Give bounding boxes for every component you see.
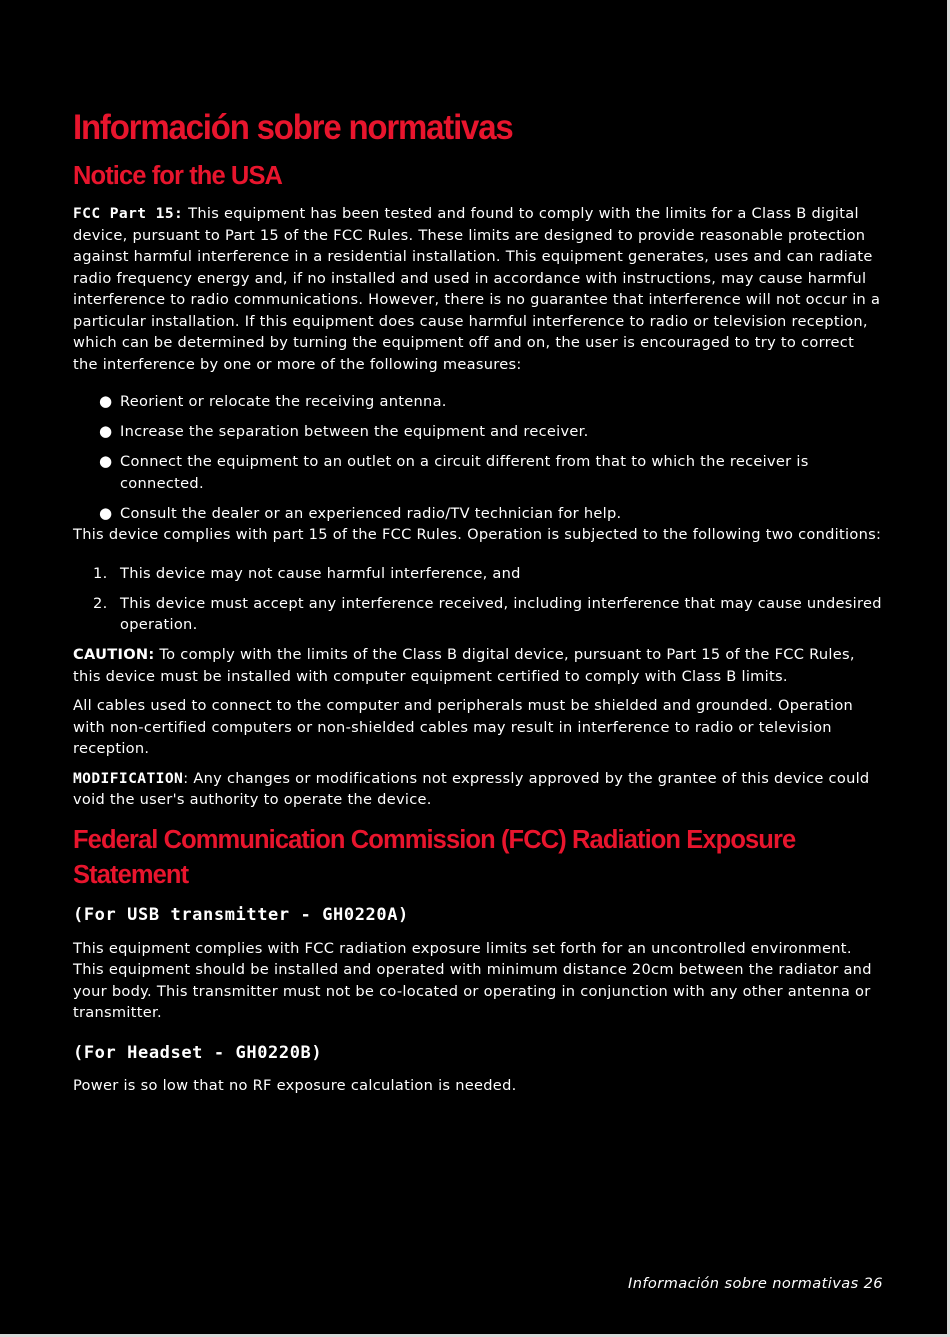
- usb-transmitter-heading: (For USB transmitter - GH0220A): [73, 904, 409, 925]
- bullet-dot-icon: ●: [99, 503, 113, 522]
- bullet-dot-icon: ●: [99, 422, 113, 440]
- page-title: Información sobre normativas: [73, 107, 513, 147]
- modification-label: MODIFICATION: [73, 769, 184, 787]
- list-item: [73, 593, 883, 636]
- radiation-section-heading: Federal Communication Commission (FCC) Radiation Exposure Statement: [73, 825, 796, 889]
- usa-section-heading: Notice for the USA: [73, 162, 283, 190]
- list-number: 2.: [93, 594, 108, 612]
- caution-text: To comply with the limits of the Class B digital device, pursuant to Part 15 of the FCC Rules, this device must be installed with computer equipment certified to comply with Class B limits.: [73, 646, 855, 685]
- measure-text: Increase the separation between the equipment and receiver.: [120, 423, 589, 440]
- caution-paragraph: [73, 644, 883, 687]
- list-item: [73, 563, 883, 585]
- cables-paragraph: All cables used to connect to the computer and peripherals must be shielded and grounded. Operation with non-certified computers or non-shielded cables may result in interference to radio or television reception.: [73, 697, 854, 757]
- condition-text: This device must accept any interference received, including interference that may cause undesired operation.: [120, 594, 882, 633]
- list-item: [73, 451, 883, 494]
- bullet-dot-icon: ●: [99, 392, 113, 410]
- page-content: [73, 100, 883, 1096]
- list-item: [73, 503, 883, 525]
- list-item: [73, 391, 883, 413]
- compliance-paragraph: This device complies with part 15 of the FCC Rules. Operation is subjected to the following two conditions:: [73, 526, 882, 543]
- measure-text: Connect the equipment to an outlet on a circuit different from that to which the receiver is connected.: [120, 453, 809, 492]
- list-number: 1.: [93, 564, 108, 582]
- measure-text: Consult the dealer or an experienced radio/TV technician for help.: [120, 504, 622, 522]
- usb-transmitter-paragraph: This equipment complies with FCC radiation exposure limits set forth for an uncontrolled environment. This equipment should be installed and operated with minimum distance 20cm between the radiator and your body. This transmitter must not be co-located or operating in conjunction with any other antenna or transmitter.: [73, 939, 872, 1021]
- modification-paragraph: [73, 768, 883, 811]
- condition-text: This device may not cause harmful interference, and: [120, 564, 521, 582]
- measure-text: Reorient or relocate the receiving antenna.: [120, 393, 447, 410]
- fcc-part15-label: FCC Part 15:: [73, 205, 184, 222]
- conditions-list: [73, 563, 883, 636]
- headset-paragraph: Power is so low that no RF exposure calculation is needed.: [73, 1076, 517, 1094]
- list-item: [73, 421, 883, 443]
- page-footer: Información sobre normativas 26: [628, 1275, 883, 1292]
- fcc-part15-paragraph: [73, 203, 883, 375]
- measures-list: [73, 391, 883, 524]
- fcc-part15-text: This equipment has been tested and found to comply with the limits for a Class B digital device, pursuant to Part 15 of the FCC Rules. These limits are designed to provide reasonable protection against harmful interference in a residential installation. This equipment generates, uses and can radiate radio frequency energy and, if no installed and used in accordance with instructions, may cause harmful interference to radio communications. However, there is no guarantee that interference will not occur in a particular installation. If this equipment does cause harmful interference to radio or television reception, which can be determined by turning the equipment off and on, the user is encouraged to try to correct the interference by one or more of the following measures:: [73, 205, 881, 373]
- caution-label: CAUTION:: [73, 646, 155, 663]
- modification-text: : Any changes or modifications not expressly approved by the grantee of this device could void the user's authority to operate the device.: [73, 769, 870, 808]
- headset-heading: (For Headset - GH0220B): [73, 1042, 323, 1063]
- bullet-dot-icon: ●: [99, 452, 113, 470]
